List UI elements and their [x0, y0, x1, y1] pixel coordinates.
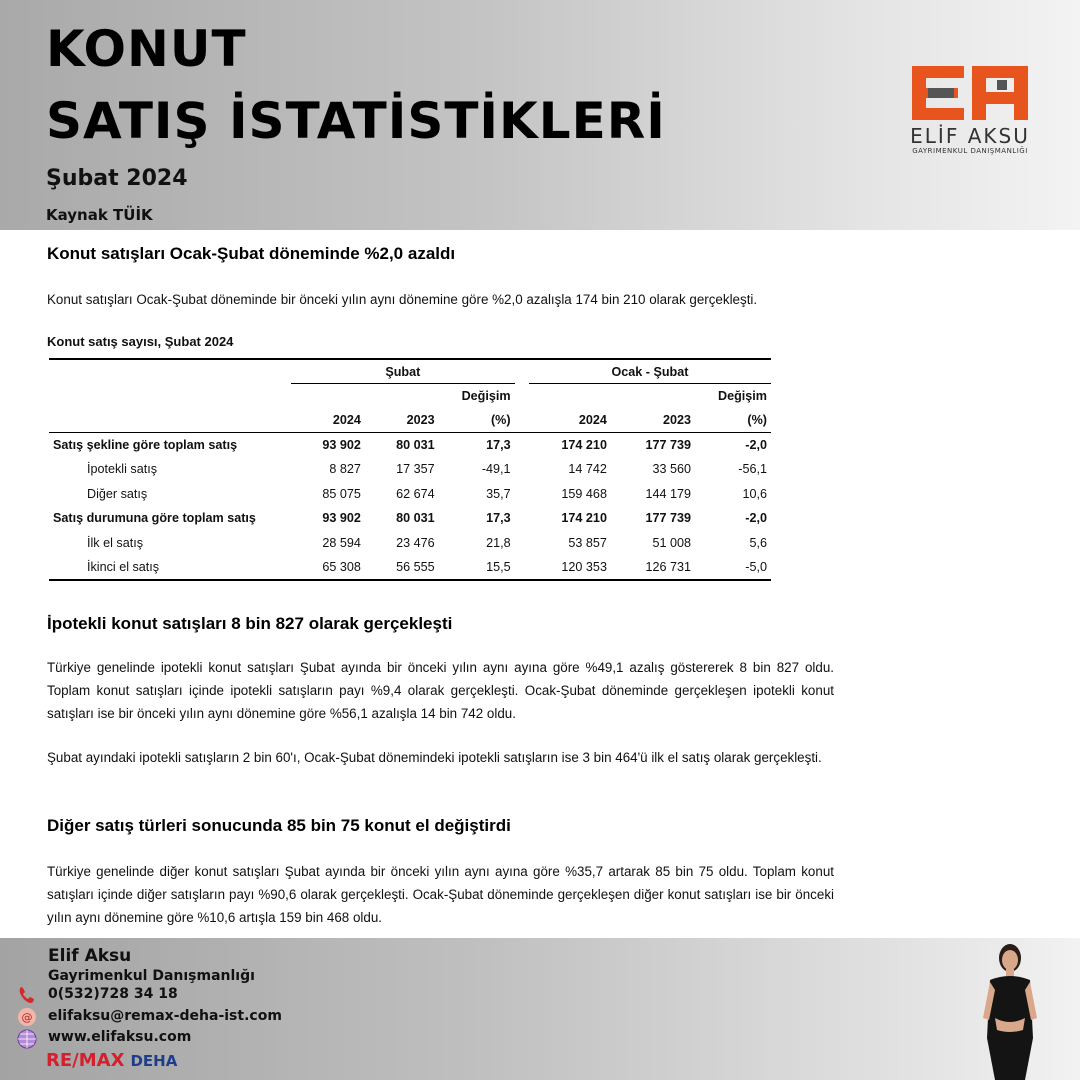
section-2-paragraph-2: Şubat ayındaki ipotekli satışların 2 bin 60'ı, Ocak-Şubat dönemindeki ipotekli satışların ise 3 bin 464'ü ilk el satış olarak gerçekleşti.	[47, 750, 822, 765]
table-cell: -5,0	[745, 559, 767, 574]
table-cell: 33 560	[652, 462, 692, 477]
table-cell: 62 674	[396, 486, 435, 501]
row-label: Satış durumuna göre toplam satış	[53, 511, 256, 526]
year-header: 2023	[406, 413, 435, 427]
website-link[interactable]: www.elifaksu.com	[48, 1029, 192, 1045]
table-cell: 144 179	[645, 486, 692, 501]
period-label: Şubat 2024	[46, 166, 188, 191]
section-heading-3: Diğer satış türleri sonucunda 85 bin 75 konut el değiştirdi	[47, 816, 511, 835]
remax-deha-logo	[46, 1050, 177, 1071]
table-cell: -2,0	[745, 438, 767, 452]
table-caption: Konut satış sayısı, Şubat 2024	[47, 334, 234, 349]
table-cell: -56,1	[738, 462, 767, 477]
table-cell: 17,3	[486, 511, 511, 526]
section-1-paragraph: Konut satışları Ocak-Şubat döneminde bir önceki yılın aynı dönemine göre %2,0 azalışla 174 bin 210 olarak gerçekleşti.	[47, 292, 758, 307]
table-cell: -49,1	[481, 462, 511, 477]
change-pct-header: (%)	[490, 413, 511, 427]
table-cell: 56 555	[396, 559, 435, 574]
table-cell: 80 031	[396, 511, 435, 526]
globe-icon	[16, 1028, 38, 1050]
year-header: 2024	[332, 413, 361, 427]
change-header-2: Değişim	[718, 389, 767, 403]
group-header-ocak-subat: Ocak - Şubat	[529, 359, 771, 384]
row-label: İpotekli satış	[87, 462, 157, 477]
table-row	[49, 555, 771, 580]
table-row	[49, 457, 771, 482]
sales-table-wrap	[49, 358, 771, 581]
table-cell: 85 075	[322, 486, 361, 501]
table-cell: 174 210	[561, 511, 607, 526]
table-cell: 177 739	[645, 438, 692, 452]
table-cell: -2,0	[745, 511, 767, 526]
row-label: İlk el satış	[87, 535, 143, 550]
remax-brand: RE/MAX	[46, 1050, 125, 1071]
row-label: Satış şekline göre toplam satış	[53, 438, 238, 452]
logo-name: ELİF AKSU	[910, 124, 1030, 148]
phone-number[interactable]: 0(532)728 34 18	[48, 986, 178, 1002]
change-pct-header: (%)	[747, 413, 767, 427]
row-label: Diğer satış	[87, 486, 148, 501]
table-cell: 14 742	[568, 462, 607, 477]
section-heading-2: İpotekli konut satışları 8 bin 827 olarak gerçekleşti	[47, 614, 453, 633]
table-cell: 120 353	[561, 559, 607, 574]
group-header-subat: Şubat	[291, 359, 515, 384]
table-cell: 10,6	[742, 486, 767, 501]
table-cell: 5,6	[749, 535, 767, 550]
table-cell: 159 468	[561, 486, 607, 501]
table-body	[49, 433, 771, 580]
sales-table	[49, 358, 771, 581]
table-cell: 15,5	[486, 559, 511, 574]
table-cell: 21,8	[486, 535, 511, 550]
year-header: 2024	[578, 413, 607, 427]
svg-text:@: @	[21, 1011, 33, 1024]
change-header-1: Değişim	[461, 389, 511, 403]
table-cell: 93 902	[322, 438, 361, 452]
table-row	[49, 506, 771, 531]
table-cell: 80 031	[396, 438, 435, 452]
table-cell: 8 827	[329, 462, 361, 477]
table-cell: 174 210	[561, 438, 607, 452]
section-3-paragraph: Türkiye genelinde diğer konut satışları Şubat ayında bir önceki yılın aynı ayına göre %35,7 artarak 85 bin 75 oldu. Toplam konut satışları içinde diğer satışların payı %90,6 olarak gerçekleşti. Ocak-Şubat döneminde gerçekleşen diğer konut satışları ise bir önceki yılın aynı dönemine göre %10,6 artışla 159 bin 468 oldu.	[47, 864, 834, 925]
table-row	[49, 531, 771, 556]
email-link[interactable]: elifaksu@remax-deha-ist.com	[48, 1008, 282, 1024]
table-cell: 126 731	[645, 559, 692, 574]
phone-icon	[16, 984, 38, 1006]
year-header: 2023	[663, 413, 692, 427]
table-cell: 17,3	[486, 438, 511, 452]
table-cell: 51 008	[652, 535, 692, 550]
agent-photo	[965, 938, 1055, 1080]
table-cell: 23 476	[396, 535, 435, 550]
table-row	[49, 482, 771, 507]
logo-subtitle: GAYRIMENKUL DANIŞMANLIĞI	[912, 147, 1028, 155]
page-title-line1: KONUT	[46, 20, 247, 78]
agent-title: Gayrimenkul Danışmanlığı	[48, 968, 255, 984]
table-cell: 28 594	[322, 535, 361, 550]
table-row	[49, 433, 771, 458]
table-cell: 93 902	[322, 511, 361, 526]
table-cell: 35,7	[486, 486, 511, 501]
row-label: İkinci el satış	[87, 559, 160, 574]
remax-office: DEHA	[130, 1052, 178, 1070]
source-label: Kaynak TÜİK	[46, 206, 153, 224]
section-2-paragraph-1: Türkiye genelinde ipotekli konut satışları Şubat ayında bir önceki yılın aynı ayına göre %49,1 azalış göstererek 8 bin 827 oldu. Toplam konut satışları içinde ipotekli satışların payı %9,4 olarak gerçekleşti. Ocak-Şubat döneminde gerçekleşen ipotekli konut satışları ise bir önceki yılın aynı dönemine göre %56,1 azalışla 14 bin 742 oldu.	[47, 660, 834, 721]
table-cell: 177 739	[645, 511, 692, 526]
section-heading-1: Konut satışları Ocak-Şubat döneminde %2,0 azaldı	[47, 244, 456, 263]
table-cell: 17 357	[396, 462, 435, 477]
page-title-line2: SATIŞ İSTATİSTİKLERİ	[46, 92, 666, 150]
agent-name: Elif Aksu	[48, 946, 132, 966]
table-cell: 65 308	[322, 559, 361, 574]
email-icon	[16, 1006, 38, 1028]
table-cell: 53 857	[568, 535, 607, 550]
